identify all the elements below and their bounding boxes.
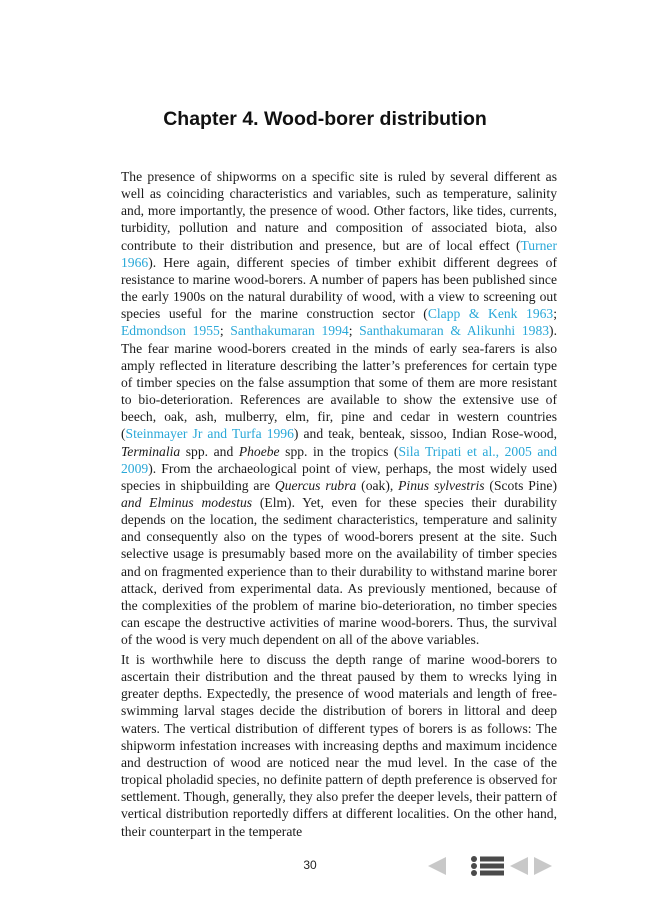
text-run: (Scots Pine) (484, 477, 557, 493)
text-run: The presence of shipworms on a specific site is ruled by several different as well as coinciding characteristics and variables, such as temperature, salinity and, more importantly, the presence of wood. Other factors, like tides, currents, turbidity, pollution and nature and composition of associated biota, also contribute to their distribution and presence, but are of local effect ( (121, 169, 557, 253)
citation-link-edmondson[interactable]: Edmondson 1955 (121, 323, 220, 339)
text-run: (Elm). Yet, even for these species their durability depends on the location, the sediment characteristics, temperature and salinity and consequently also on the types of wood-borers present at the site. Such selective usage is presumably based more on the availability of timber species and on fragmented experience than to their durability to withstand marine borer attack, derived from experimental data. As previously mentioned, because of the complexities of the problem of marine bio-deterioration, no timber species can escape the destructive activities of marine wood-borers. Thus, the survival of the wood is very much dependent on all of the above variables. (121, 494, 557, 648)
text-run: spp. and (180, 443, 239, 459)
paragraph-2: It is worthwhile here to discuss the depth range of marine wood-borers to ascertain their distribution and the threat paused by them to wrecks lying in greater depths. Expectedly, the presence of wood materials and length of free-swimming larval stages decide the distribution of borers in littoral and deep waters. The vertical distribution of different types of borers is as follows: The shipworm infestation increases with increasing depths and maximum incidence and destruction of wood are noticed near the mud level. In the case of the tropical pholadid species, no definite pattern of depth preference is observed for settlement. Though, generally, they also prefer the deeper levels, their pattern of vertical distribution reportedly differs at different localities. On the other hand, their counterpart in the temperate (121, 652, 557, 839)
species-name: Terminalia (121, 443, 181, 459)
text-run: ; (348, 323, 360, 339)
first-page-icon[interactable] (426, 855, 448, 877)
species-name: Pinus sylvestris (398, 477, 485, 493)
citation-link-turner[interactable]: Turner 1966 (121, 237, 557, 270)
text-run: ). The fear marine wood-borers created in the minds of early sea-farers is also amply reflected in literature describing the latter’s preferences for certain type of timber species on the false assumption that some of them are more resistant to bio-deterioration. References are available to show the extensive use of beech, oak, ash, mulberry, elm, fir, pine and cedar in western countries ( (121, 323, 557, 442)
table-of-contents-icon[interactable] (470, 855, 506, 877)
text-run: ). From the archaeological point of view, perhaps, the most widely used species in shipbuilding are (121, 460, 557, 493)
paragraph-1 (121, 168, 557, 648)
chapter-title: Chapter 4. Wood-borer distribution (163, 108, 487, 130)
text-run: ) and teak, benteak, sissoo, Indian Rose-wood, (293, 426, 557, 442)
page-number: 30 (303, 858, 317, 872)
species-name: Quercus rubra (274, 477, 357, 493)
text-run: (oak), (356, 477, 399, 493)
text-run: ; (553, 306, 558, 322)
text-run: ; (219, 323, 231, 339)
citation-link-clapp[interactable]: Clapp & Kenk 1963 (427, 306, 554, 322)
species-name: Phoebe (238, 443, 280, 459)
text-run: spp. in the tropics ( (279, 443, 399, 459)
previous-page-icon[interactable] (508, 855, 530, 877)
citation-link-steinmayer[interactable]: Steinmayer Jr and Turfa 1996 (125, 426, 294, 442)
citation-link-santhakumaran-1994[interactable]: Santhakumaran 1994 (230, 323, 349, 339)
text-run: ). Here again, different species of timber exhibit different degrees of resistance to marine wood-borers. A number of papers has been published since the early 1900s on the natural durability of wood, with a view to screening out species useful for the marine construction sector ( (121, 254, 557, 322)
citation-link-sila-tripati[interactable]: Sila Tripati et al., 2005 and 2009 (121, 443, 557, 476)
next-page-icon[interactable] (532, 855, 554, 877)
species-name: and Elminus modestus (121, 494, 253, 510)
citation-link-santhakumaran-alikunhi[interactable]: Santhakumaran & Alikunhi 1983 (359, 323, 550, 339)
